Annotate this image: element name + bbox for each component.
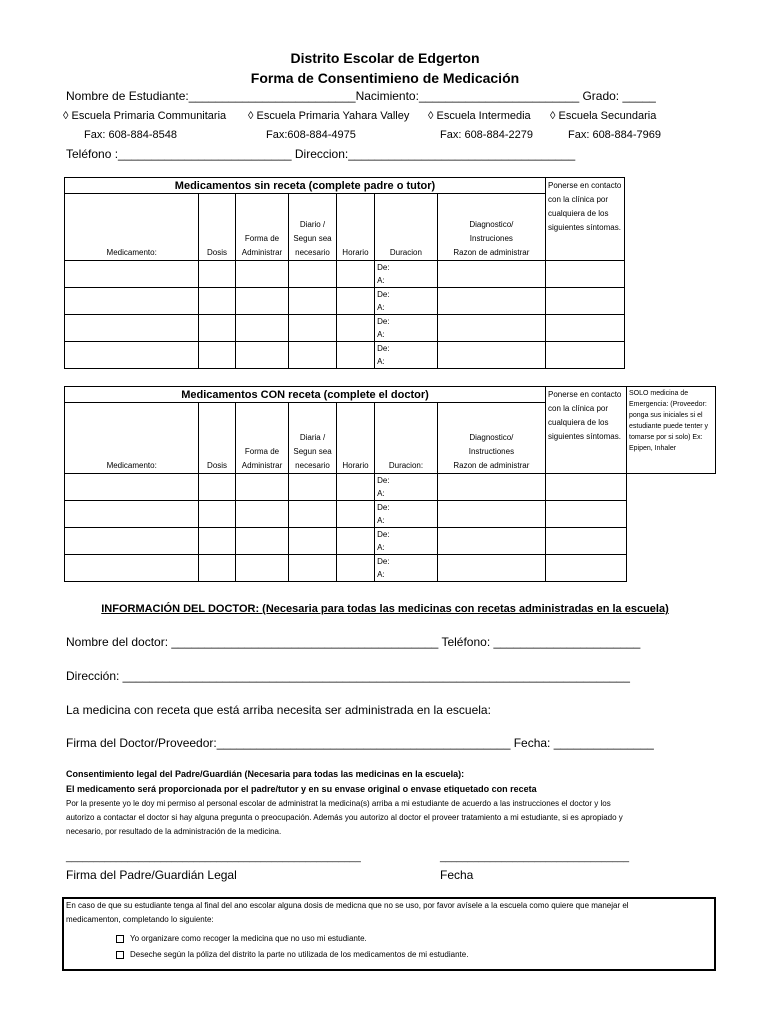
table-row bbox=[65, 315, 546, 342]
otc-cell-diagnostico[interactable] bbox=[437, 342, 545, 369]
rx-cell-dosis[interactable] bbox=[199, 528, 235, 555]
otc-cell-forma[interactable] bbox=[235, 342, 289, 369]
rx-cell-horario[interactable] bbox=[336, 501, 374, 528]
consent-body-line-2: autorizo a contactar el doctor si hay alguna pregunta o preocupación. Además you autorizo al doctor el proveer tratamiento a mi estudiante, si es apropiado y bbox=[66, 813, 623, 822]
rx-cell-duracion[interactable]: De: A: bbox=[375, 528, 438, 555]
rx-cell-duracion[interactable]: De: A: bbox=[375, 474, 438, 501]
rx-cell-horario[interactable] bbox=[336, 555, 374, 582]
rx-col-diagnostico: Diagnostico/ Instructiones Razon de administrar bbox=[437, 403, 545, 474]
otc-col-horario: Horario bbox=[336, 194, 374, 261]
consent-body-line-1: Por la presente yo le doy mi permiso al personal escolar de administrat la medicina(s) arriba a mi estudiante de acuerdo a las instrucciones el doctor y los bbox=[66, 799, 611, 808]
doctor-info-heading: INFORMACIÓN DEL DOCTOR: (Necesaria para todas las medicinas con recetas administradas en la escuela) bbox=[101, 603, 669, 615]
phone-address-line[interactable]: Teléfono :__________________________ Direccion:__________________________________ bbox=[66, 147, 576, 161]
checkbox-icon[interactable] bbox=[116, 951, 124, 959]
table-row bbox=[65, 261, 546, 288]
otc-cell-horario[interactable] bbox=[336, 342, 374, 369]
parent-date-label: Fecha bbox=[440, 868, 474, 882]
notice-line-2: medicamenton, completando lo siguiente: bbox=[66, 915, 214, 924]
rx-emergency-blank bbox=[627, 501, 716, 528]
rx-symptoms-cell[interactable] bbox=[546, 528, 627, 555]
rx-cell-diario[interactable] bbox=[289, 501, 336, 528]
consent-heading: Consentimiento legal del Padre/Guardián (Necesaria para todas las medicinas en la escuela): bbox=[66, 769, 465, 779]
otc-cell-medicamento[interactable] bbox=[65, 342, 199, 369]
otc-col-duracion: Duracion bbox=[375, 194, 438, 261]
rx-symptoms-cell[interactable] bbox=[546, 474, 627, 501]
otc-col-forma: Forma de Administrar bbox=[235, 194, 289, 261]
table-row bbox=[65, 528, 546, 555]
student-info-line[interactable]: Nombre de Estudiante:_________________________Nacimiento:________________________ Grado: _____ bbox=[66, 89, 656, 103]
rx-cell-forma[interactable] bbox=[235, 474, 289, 501]
table-row bbox=[65, 474, 546, 501]
rx-cell-medicamento[interactable] bbox=[65, 555, 199, 582]
otc-symptoms-table bbox=[545, 177, 625, 369]
table-row bbox=[65, 501, 546, 528]
rx-col-dosis: Dosis bbox=[199, 403, 235, 474]
table-row bbox=[65, 555, 546, 582]
parent-signature-label: Firma del Padre/Guardián Legal bbox=[66, 868, 237, 882]
rx-col-forma: Forma de Administrar bbox=[235, 403, 289, 474]
otc-symptoms-cell[interactable] bbox=[546, 288, 625, 315]
otc-cell-dosis[interactable] bbox=[199, 315, 235, 342]
otc-cell-diario[interactable] bbox=[289, 288, 336, 315]
otc-symptoms-cell[interactable] bbox=[546, 342, 625, 369]
rx-cell-diario[interactable] bbox=[289, 528, 336, 555]
rx-medication-table bbox=[64, 386, 546, 582]
rx-emergency-blank bbox=[627, 555, 716, 582]
doctor-statement: La medicina con receta que está arriba necesita ser administrada en la escuela: bbox=[66, 703, 491, 717]
otc-col-diario: Diario / Segun sea necesario bbox=[289, 194, 336, 261]
otc-cell-diagnostico[interactable] bbox=[437, 288, 545, 315]
rx-emergency-blank bbox=[627, 528, 716, 555]
otc-symptoms-cell[interactable] bbox=[546, 315, 625, 342]
school-option-yahara[interactable]: ◊ Escuela Primaria Yahara Valley bbox=[248, 110, 410, 122]
otc-medication-table bbox=[64, 177, 546, 369]
rx-col-duracion: Duracion: bbox=[375, 403, 438, 474]
rx-symptoms-cell[interactable] bbox=[546, 501, 627, 528]
rx-cell-forma[interactable] bbox=[235, 528, 289, 555]
otc-cell-diario[interactable] bbox=[289, 342, 336, 369]
rx-emergency-blank bbox=[627, 474, 716, 501]
rx-cell-diagnostico[interactable] bbox=[437, 501, 545, 528]
otc-cell-medicamento[interactable] bbox=[65, 261, 199, 288]
rx-emergency-header: SOLO medicina de Emergencia: (Proveedor: ponga sus iniciales si el estudiante puede tenter y tomarse por si solo) Ex: Epipen, Inhaler bbox=[627, 387, 716, 474]
parent-date-field[interactable]: __________________________________ bbox=[440, 852, 630, 863]
otc-cell-dosis[interactable] bbox=[199, 288, 235, 315]
school-fax-yahara: Fax:608-884-4975 bbox=[266, 129, 356, 141]
otc-col-dosis: Dosis bbox=[199, 194, 235, 261]
notice-option-pickup[interactable]: Yo organizare como recoger la medicina que no uso mi estudiante. bbox=[64, 932, 714, 946]
consent-subheading: El medicamento será proporcionada por el padre/tutor y en su envase original o envase etiquetado con receta bbox=[66, 784, 537, 794]
rx-cell-horario[interactable] bbox=[336, 528, 374, 555]
otc-cell-dosis[interactable] bbox=[199, 261, 235, 288]
notice-line-1: En caso de que su estudiante tenga al final del ano escolar alguna dosis de medicna que no se uso, por favor avísele a la escuela como quiere que manejar el bbox=[66, 901, 629, 910]
otc-cell-forma[interactable] bbox=[235, 288, 289, 315]
rx-col-medicamento: Medicamento: bbox=[65, 403, 199, 474]
otc-col-diagnostico: Diagnostico/ Instruciones Razon de administrar bbox=[437, 194, 545, 261]
otc-cell-duracion[interactable]: De: A: bbox=[375, 315, 438, 342]
rx-cell-diario[interactable] bbox=[289, 555, 336, 582]
form-title-district: Distrito Escolar de Edgerton bbox=[290, 50, 480, 66]
rx-symptoms-cell[interactable] bbox=[546, 555, 627, 582]
otc-cell-forma[interactable] bbox=[235, 315, 289, 342]
rx-cell-duracion[interactable]: De: A: bbox=[375, 501, 438, 528]
rx-cell-diagnostico[interactable] bbox=[437, 528, 545, 555]
rx-col-diario: Diaria / Segun sea necesario bbox=[289, 403, 336, 474]
rx-cell-medicamento[interactable] bbox=[65, 528, 199, 555]
rx-col-horario: Horario bbox=[336, 403, 374, 474]
rx-symptoms-table bbox=[545, 386, 716, 582]
table-row bbox=[65, 342, 546, 369]
rx-cell-horario[interactable] bbox=[336, 474, 374, 501]
otc-symptoms-header: Ponerse en contacto con la clínica por cualquiera de los siguientes síntomas. bbox=[546, 178, 625, 261]
school-option-intermedia[interactable]: ◊ Escuela Intermedia bbox=[428, 110, 531, 122]
rx-cell-forma[interactable] bbox=[235, 501, 289, 528]
notice-option-dispose[interactable]: Deseche según la póliza del distrito la parte no utilizada de los medicamentos de mi estudiante. bbox=[64, 948, 714, 962]
consent-body-line-3: necesario, por resultado de la administración de la medicina. bbox=[66, 827, 282, 836]
otc-cell-diario[interactable] bbox=[289, 315, 336, 342]
otc-cell-medicamento[interactable] bbox=[65, 315, 199, 342]
school-option-secundaria[interactable]: ◊ Escuela Secundaria bbox=[550, 110, 657, 122]
otc-cell-horario[interactable] bbox=[336, 261, 374, 288]
doctor-address-field[interactable]: Dirección: ____________________________________________________________________________ bbox=[66, 669, 630, 683]
rx-cell-diagnostico[interactable] bbox=[437, 474, 545, 501]
checkbox-icon[interactable] bbox=[116, 935, 124, 943]
otc-cell-medicamento[interactable] bbox=[65, 288, 199, 315]
school-fax-intermedia: Fax: 608-884-2279 bbox=[440, 129, 533, 141]
rx-cell-diagnostico[interactable] bbox=[437, 555, 545, 582]
rx-cell-forma[interactable] bbox=[235, 555, 289, 582]
doctor-name-field[interactable]: Nombre del doctor: ________________________________________ Teléfono: ______________________ bbox=[66, 635, 641, 649]
otc-cell-diagnostico[interactable] bbox=[437, 315, 545, 342]
rx-cell-medicamento[interactable] bbox=[65, 474, 199, 501]
rx-cell-duracion[interactable]: De: A: bbox=[375, 555, 438, 582]
school-fax-comunitaria: Fax: 608-884-8548 bbox=[84, 129, 177, 141]
form-title: Forma de Consentimieno de Medicación bbox=[250, 70, 520, 86]
rx-symptoms-header: Ponerse en contacto con la clínica por cualquiera de los siguientes síntomas. bbox=[546, 387, 627, 474]
rx-cell-diario[interactable] bbox=[289, 474, 336, 501]
otc-cell-duracion[interactable]: De: A: bbox=[375, 288, 438, 315]
otc-cell-dosis[interactable] bbox=[199, 342, 235, 369]
otc-cell-duracion[interactable]: De: A: bbox=[375, 342, 438, 369]
parent-signature-field[interactable]: _____________________________________________________ bbox=[66, 852, 361, 863]
otc-cell-duracion[interactable]: De: A: bbox=[375, 261, 438, 288]
otc-cell-diario[interactable] bbox=[289, 261, 336, 288]
rx-cell-dosis[interactable] bbox=[199, 501, 235, 528]
rx-cell-dosis[interactable] bbox=[199, 474, 235, 501]
otc-cell-diagnostico[interactable] bbox=[437, 261, 545, 288]
otc-col-medicamento: Medicamento: bbox=[65, 194, 199, 261]
doctor-signature-field[interactable]: Firma del Doctor/Proveedor:____________________________________________ Fecha: _______________ bbox=[66, 736, 654, 750]
school-option-comunitaria[interactable]: ◊ Escuela Primaria Communitaria bbox=[63, 110, 227, 122]
leftover-medication-notice bbox=[62, 897, 716, 971]
rx-cell-medicamento[interactable] bbox=[65, 501, 199, 528]
otc-cell-horario[interactable] bbox=[336, 288, 374, 315]
otc-symptoms-cell[interactable] bbox=[546, 261, 625, 288]
school-fax-secundaria: Fax: 608-884-7969 bbox=[568, 129, 661, 141]
rx-table-caption: Medicamentos CON receta (complete el doctor) bbox=[65, 387, 546, 403]
table-row bbox=[65, 288, 546, 315]
otc-cell-horario[interactable] bbox=[336, 315, 374, 342]
otc-cell-forma[interactable] bbox=[235, 261, 289, 288]
otc-table-caption: Medicamentos sin receta (complete padre o tutor) bbox=[65, 178, 546, 194]
rx-cell-dosis[interactable] bbox=[199, 555, 235, 582]
